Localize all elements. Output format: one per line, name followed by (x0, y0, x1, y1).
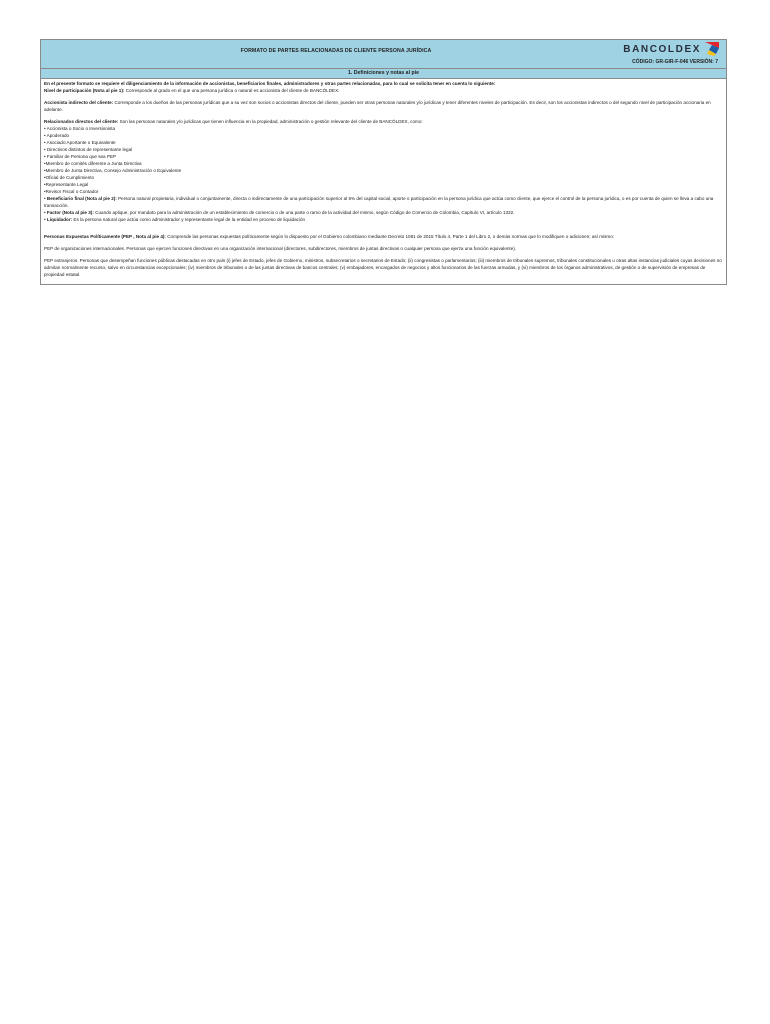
beneficiario-text: Persona natural propietaria, individual o conjuntamente, directa o indirectamente de una participación superior al 5% del capital social, aporte o participación en la persona jurídica que actúa como cliente, que ejerce el control de la persona jurídica, o es por cuenta de quien se lleva a cabo una transacción. (44, 196, 714, 208)
list-item: • Directivos distintos de representante legal (44, 147, 133, 152)
beneficiario-paragraph (44, 195, 722, 209)
list-item: •Miembro de Junta Directiva, Consejo Administración o Equivalente (44, 168, 182, 173)
nivel-text: Corresponde al grado en el que una persona jurídica o natural es accionista del cliente de BANCÓLDEX. (124, 88, 340, 93)
directos-label: Relacionados directos del cliente: (44, 119, 119, 124)
directos-paragraph (44, 118, 722, 125)
indirecto-paragraph (44, 99, 722, 113)
definitions-content (41, 79, 726, 284)
nivel-paragraph (44, 87, 722, 94)
pep-paragraph (44, 233, 722, 240)
logo-text: BANCOLDEX (623, 43, 701, 55)
form-sheet (40, 39, 727, 285)
bancoldex-logo (623, 42, 720, 56)
section-title: 1. Definiciones y notas al pie (41, 69, 726, 79)
list-item: •Revisor Fiscal o Contador (44, 189, 99, 194)
liquidador-text: Es la persona natural que actúa como administrador y representante legal de la entidad en proceso de liquidación (72, 217, 306, 222)
form-code: CÓDIGO: GR-GIR-F-046 VERSIÓN: 7 (632, 59, 718, 65)
factor-paragraph (44, 209, 722, 216)
liquidador-label: • Liquidador: (44, 217, 73, 222)
liquidador-paragraph (44, 216, 722, 223)
list-item: •Miembro de comités diferente a Junta Directiva (44, 161, 142, 166)
pep-text: Comprende las personas expuestas políticamente según lo dispuesto por el Gobierno colombiano mediante Decreto 1081 de 2015 Título 4, Parte 1 del Libro 2, o demás normas que lo modifiquen o adicionen; así mismo: (165, 234, 615, 239)
form-header (41, 40, 726, 69)
pep-label: Personas Expuestas Políticamente (PEP , Nota al pie 4): (44, 234, 166, 239)
directos-text: Son las personas naturales y/o jurídicas que tienen influencia en la propiedad, administración o gestión relevante del cliente de BANCÓLDEX, como: (118, 119, 423, 124)
indirecto-label: Accionista indirecto del cliente: (44, 100, 114, 105)
list-item: •Oficial de Cumplimiento (44, 175, 95, 180)
form-title: FORMATO DE PARTES RELACIONADAS DE CLIENTE PERSONA JURÍDICA (240, 48, 432, 54)
list-item: • Familiar de Persona que sea PEP (44, 154, 117, 159)
list-item: •Representante Legal (44, 182, 89, 187)
pep-org-paragraph: PEP de organizaciones internacionales. Personas que ejercen funciones directivas en una organización internacional (directores, subdirectores, miembros de juntas directivas o cualquier persona que ejerza una función equivalente). (44, 246, 517, 251)
factor-label: • Factor (Nota al pie 3): (44, 210, 94, 215)
beneficiario-label: • Beneficiario final (Nota al pie 2): (44, 196, 117, 201)
list-item: • Apoderado (44, 133, 70, 138)
intro-text: En el presente formato se requiere el diligenciamiento de la información de accionistas, beneficiarios finales, administradores y otras partes relacionadas, para lo cual se solicita tener en cuenta lo siguiente: (44, 81, 496, 86)
pep-ext-paragraph: PEP extranjeros. Personas que desempeñan funciones públicas destacadas en otro país (i) jefes de Estado, jefes de Gobierno, ministros, subsecretarios o secretarios de Estado; (ii) congresistas o parlamentarios; (iii) miembros de tribunales supremos, tribunales constitucionales u otras altas instancias judiciales cuyas decisiones no admitan normalmente recurso, salvo en circunstancias excepcionales; (iv) miembros de tribunales o de las juntas directivas de bancos centrales; (v) embajadores, encargados de negocios y altos funcionarios de las fuerzas armadas, y (vi) miembros de los órganos administrativos, de gestión o de supervisión de empresas de propiedad estatal. (44, 258, 722, 277)
bancoldex-logo-icon (704, 42, 720, 56)
nivel-label: Nivel de participación (Nota al pie 1): (44, 88, 125, 93)
indirecto-text: Corresponde a los dueños de las personas jurídicas que a su vez son socios o accionistas directos del cliente, pueden ser otras personas naturales y/o jurídicas y tener diferentes niveles de participación. Es decir, son los accionistas indirectos o del segundo nivel de participación accionaria en adelante. (44, 100, 711, 112)
factor-text: Cuando aplique, por mandato para la administración de un establecimiento de comercio o de una parte o ramo de la actividad del mismo, según Código de Comercio de Colombia, Capítulo VI, artículo 1332. (93, 210, 515, 215)
list-item: • Asociado Aportante o Equivalente (44, 140, 116, 145)
list-item: • Accionista o Socio o Inversionista (44, 126, 116, 131)
